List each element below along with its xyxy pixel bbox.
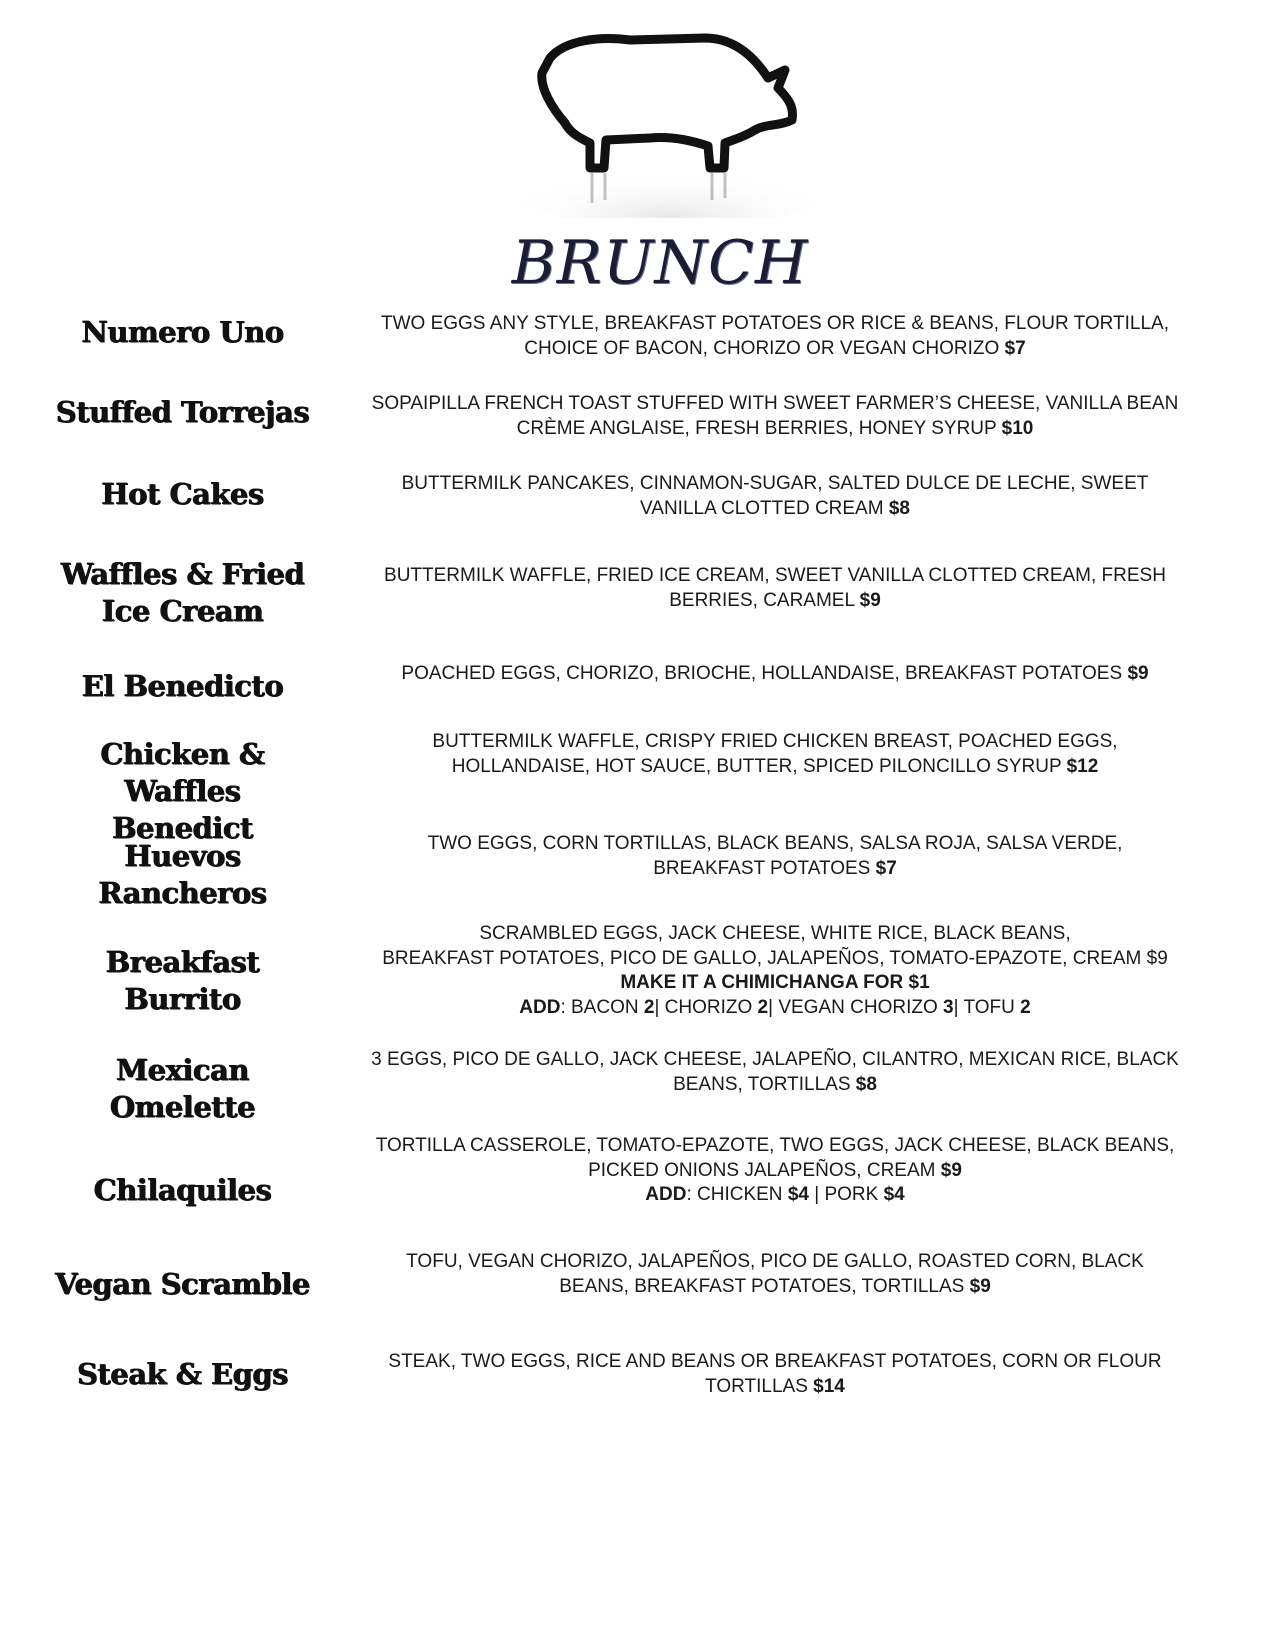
- menu-title: BRUNCH: [511, 228, 809, 298]
- item-price: $14: [813, 1375, 845, 1397]
- item-name: Chicken & Waffles Benedict: [100, 737, 265, 845]
- item-description: BUTTERMILK PANCAKES, CINNAMON-SUGAR, SALTED DULCE DE LECHE, SWEET VANILLA CLOTTED CREAM $8: [401, 473, 1149, 519]
- item-description: TORTILLA CASSEROLE, TOMATO-EPAZOTE, TWO EGGS, JACK CHEESE, BLACK BEANS, PICKED ONIONS JALAPEÑOS, CREAM $9 ADD: CHICKEN $4 | PORK $4: [340, 1134, 1210, 1208]
- item-description: SOPAIPILLA FRENCH TOAST STUFFED WITH SWEET FARMER’S CHEESE, VANILLA BEAN CRÈME ANGLAISE, FRESH BERRIES, HONEY SYRUP $10: [371, 393, 1179, 439]
- add-ons: ADD: CHICKEN $4 | PORK $4: [645, 1184, 905, 1205]
- item-name: El Benedicto: [81, 669, 284, 703]
- item-description: STEAK, TWO EGGS, RICE AND BEANS OR BREAKFAST POTATOES, CORN OR FLOUR TORTILLAS $14: [388, 1351, 1162, 1397]
- item-name: Stuffed Torrejas: [55, 395, 310, 429]
- item-description: 3 EGGS, PICO DE GALLO, JACK CHEESE, JALAPEÑO, CILANTRO, MEXICAN RICE, BLACK BEANS, TORTILLAS $8: [371, 1049, 1179, 1095]
- item-name: Mexican Omelette: [109, 1053, 256, 1124]
- item-name: Numero Uno: [81, 315, 284, 349]
- item-price: $7: [1004, 337, 1026, 359]
- item-price: $12: [1066, 755, 1099, 777]
- item-description: BUTTERMILK WAFFLE, FRIED ICE CREAM, SWEET VANILLA CLOTTED CREAM, FRESH BERRIES, CARAMEL $9: [384, 565, 1166, 611]
- item-price: $9: [969, 1275, 991, 1297]
- item-name: Hot Cakes: [101, 477, 264, 511]
- item-price: $9: [940, 1159, 962, 1181]
- item-name: Chilaquiles: [93, 1173, 272, 1207]
- chimichanga-upgrade: MAKE IT A CHIMICHANGA FOR $1: [620, 972, 930, 993]
- pig-icon: [510, 28, 830, 218]
- item-description: SCRAMBLED EGGS, JACK CHEESE, WHITE RICE, BLACK BEANS, BREAKFAST POTATOES, PICO DE GALLO, JALAPEÑOS, TOMATO-EPAZOTE, CREAM $9 MAKE IT A CHIMICHANGA FOR $1 ADD: BACON 2| CHORIZO 2| VEGAN CHORIZO 3| TOFU 2: [340, 922, 1210, 1020]
- item-price: $8: [888, 497, 910, 519]
- item-price: $8: [855, 1073, 877, 1095]
- item-price: $9: [859, 589, 881, 611]
- item-description: TWO EGGS, CORN TORTILLAS, BLACK BEANS, SALSA ROJA, SALSA VERDE, BREAKFAST POTATOES $7: [427, 833, 1123, 879]
- item-price: $7: [875, 857, 897, 879]
- item-name: Huevos Rancheros: [98, 839, 267, 910]
- item-name: Breakfast Burrito: [105, 945, 260, 1016]
- item-price: $10: [1001, 417, 1034, 439]
- item-description: BUTTERMILK WAFFLE, CRISPY FRIED CHICKEN BREAST, POACHED EGGS, HOLLANDAISE, HOT SAUCE, BUTTER, SPICED PILONCILLO SYRUP $12: [432, 731, 1118, 777]
- item-name: Steak & Eggs: [76, 1357, 289, 1391]
- add-ons: ADD: BACON 2| CHORIZO 2| VEGAN CHORIZO 3| TOFU 2: [519, 996, 1031, 1018]
- item-name: Waffles & Fried Ice Cream: [60, 557, 305, 628]
- item-price: $9: [1127, 663, 1149, 684]
- logo: [470, 28, 850, 303]
- item-description: TWO EGGS ANY STYLE, BREAKFAST POTATOES OR RICE & BEANS, FLOUR TORTILLA, CHOICE OF BACON, CHORIZO OR VEGAN CHORIZO $7: [380, 313, 1169, 359]
- item-description: POACHED EGGS, CHORIZO, BRIOCHE, HOLLANDAISE, BREAKFAST POTATOES $9: [401, 663, 1149, 684]
- item-name: Vegan Scramble: [55, 1267, 310, 1301]
- item-description: TOFU, VEGAN CHORIZO, JALAPEÑOS, PICO DE GALLO, ROASTED CORN, BLACK BEANS, BREAKFAST POTATOES, TORTILLAS $9: [406, 1251, 1144, 1297]
